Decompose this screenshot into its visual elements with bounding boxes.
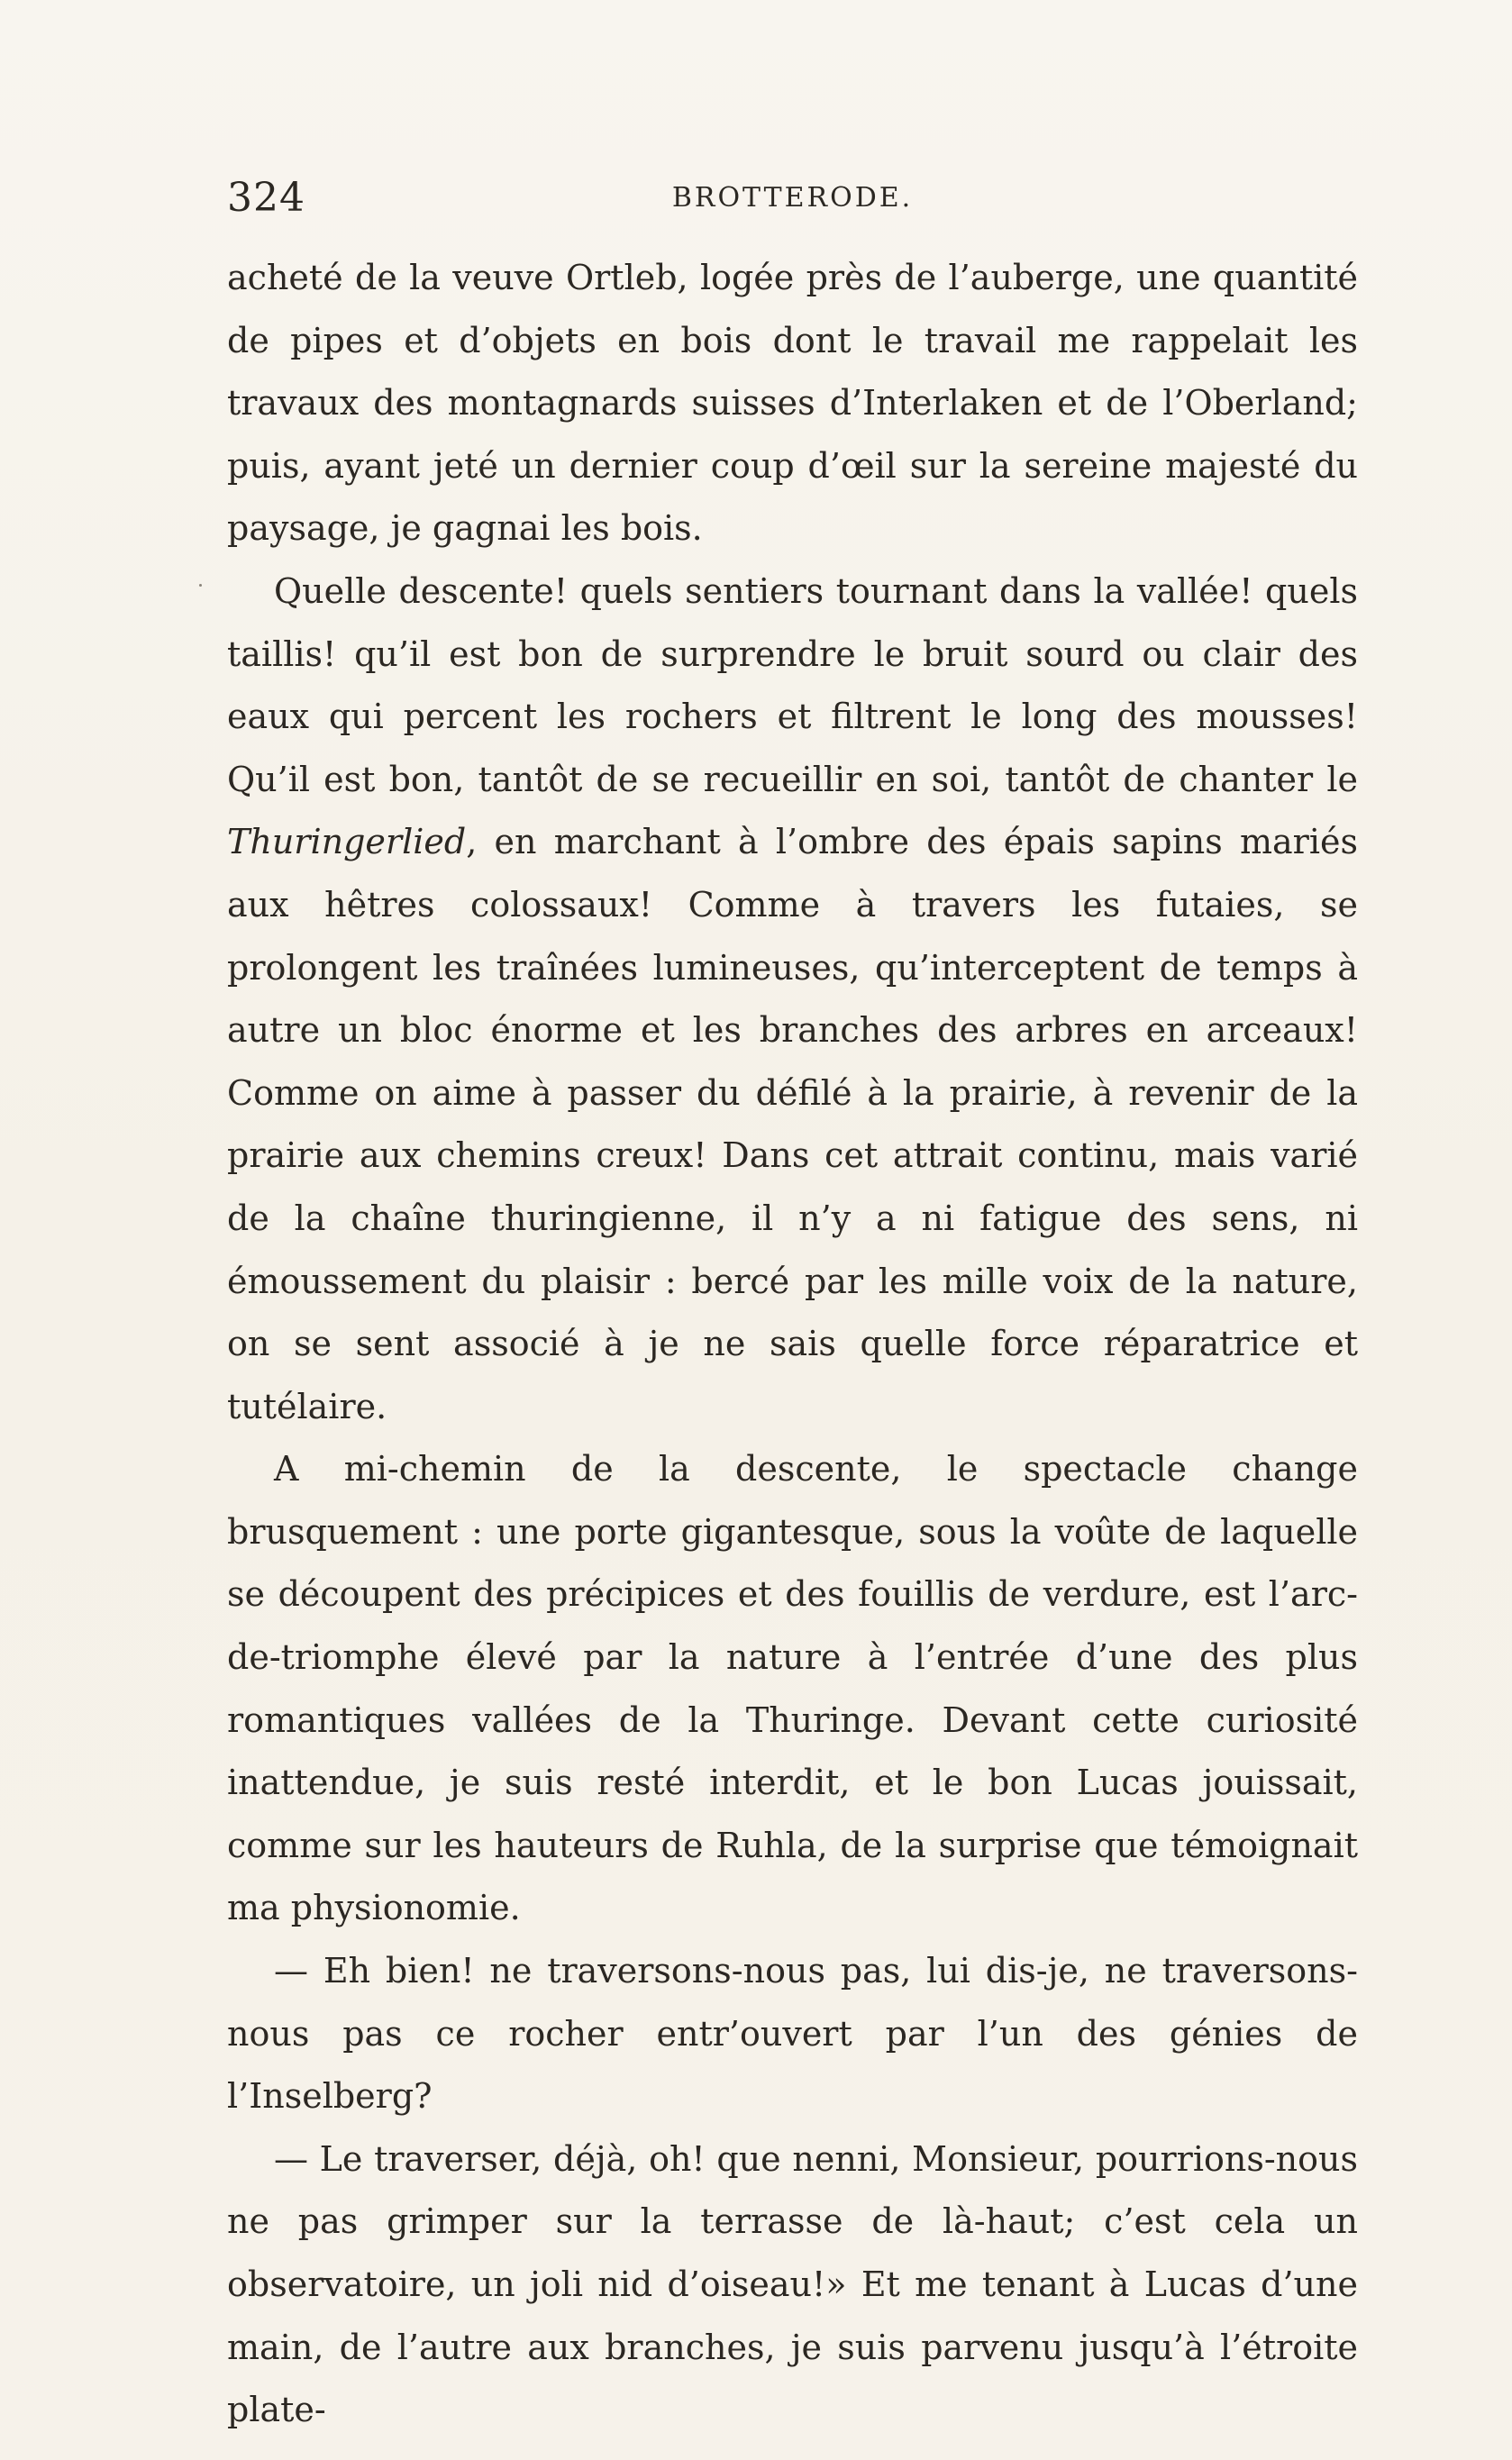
page-number: 324 xyxy=(227,175,305,221)
page-header xyxy=(227,171,1358,225)
margin-speck xyxy=(199,584,202,587)
paragraph-2-text-before: Quelle descente! quels sentiers tournant dans la vallée! quels taillis! qu’il est bon de surprendre le bruit sourd ou clair des eaux qui percent les rochers et filtrent le long des mousses! Qu’il est bon, tantôt de se recueillir en soi, tantôt de chanter le xyxy=(227,570,1358,799)
song-title-italic: Thuringerlied xyxy=(227,822,467,862)
paragraph-4: — Eh bien! ne traversons-nous pas, lui dis-je, ne traversons-nous pas ce rocher entr’ouvert par l’un des génies de l’Inselberg? xyxy=(227,1951,1358,2117)
paragraph-3: A mi-chemin de la descente, le spectacle change brusquement : une porte gigantesque, sous la voûte de laquelle se découpent des précipices et des fouillis de verdure, est l’arc-de-triomphe élevé par la nature à l’entrée d’une des plus romantiques vallées de la Thuringe. Devant cette curiosité inattendue, je suis resté interdit, et le bon Lucas jouissait, comme sur les hauteurs de Ruhla, de la surprise que témoignait ma physionomie. xyxy=(227,1449,1358,1928)
running-title: BROTTERODE. xyxy=(671,182,914,214)
body-text xyxy=(227,247,1358,2442)
paragraph-5: — Le traverser, déjà, oh! que nenni, Monsieur, pourrions-nous ne pas grimper sur la terrasse de là-haut; c’est cela un observatoire, un joli nid d’oiseau!» Et me tenant à Lucas d’une main, de l’autre aux branches, je suis parvenu jusqu’à l’étroite plate- xyxy=(227,2138,1358,2430)
paragraph-2-text-after: , en marchant à l’ombre des épais sapins mariés aux hêtres colossaux! Comme à travers les futaies, se prolongent les traînées lumineuses, qu’interceptent de temps à autre un bloc énorme et les branches des arbres en arceaux! Comme on aime à passer du défilé à la prairie, à revenir de la prairie aux chemins creux! Dans cet attrait continu, mais varié de la chaîne thuringienne, il n’y a ni fatigue des sens, ni émoussement du plaisir : bercé par les mille voix de la nature, on se sent associé à je ne sais quelle force réparatrice et tutélaire. xyxy=(227,822,1358,1426)
paragraph-2 xyxy=(227,560,1358,1438)
paragraph-1: acheté de la veuve Ortleb, logée près de l’auberge, une quantité de pipes et d’objets en bois dont le travail me rappelait les travaux des montagnards suisses d’Interlaken et de l’Oberland; puis, ayant jeté un dernier coup d’œil sur la sereine majesté du paysage, je gagnai les bois. xyxy=(227,258,1358,549)
